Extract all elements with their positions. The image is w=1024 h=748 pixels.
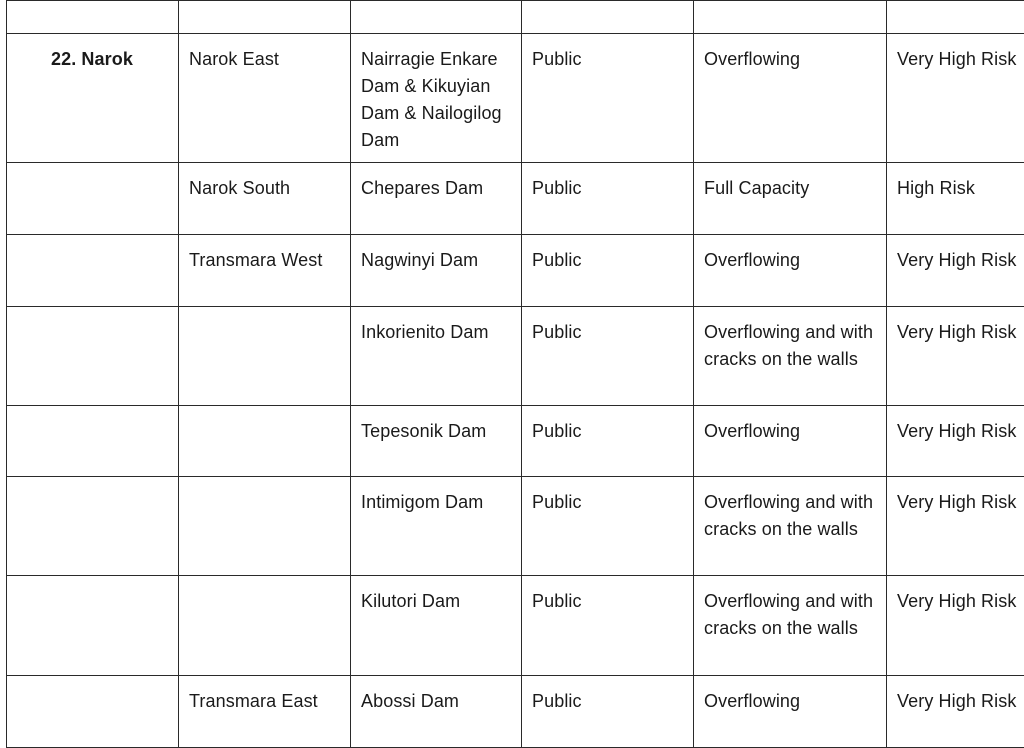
risk-cell: Very High Risk	[887, 406, 1024, 477]
dam-name-cell: Tepesonik Dam	[351, 406, 522, 477]
ownership-cell: Public	[522, 406, 694, 477]
dam-name-cell: Abossi Dam	[351, 676, 522, 748]
risk-cell: Very High Risk	[887, 307, 1024, 406]
dam-name-cell: Intimigom Dam	[351, 477, 522, 576]
ownership-cell: Public	[522, 235, 694, 307]
status-cell: Overflowing	[694, 406, 887, 477]
county-cell	[7, 576, 179, 676]
dam-name-cell: Nairragie Enkare Dam & Kikuyian Dam & Nailogilog Dam	[351, 34, 522, 163]
table-row	[7, 406, 1024, 477]
county-cell	[7, 676, 179, 748]
status-cell: Full Capacity	[694, 163, 887, 235]
status-cell: Overflowing	[694, 676, 887, 748]
county-cell: 22. Narok	[7, 34, 179, 163]
county-cell	[7, 406, 179, 477]
dam-name-cell: Inkorienito Dam	[351, 307, 522, 406]
ownership-cell: Public	[522, 676, 694, 748]
table-row	[7, 477, 1024, 576]
table-row	[7, 163, 1024, 235]
ownership-cell: Public	[522, 307, 694, 406]
table-row	[7, 576, 1024, 676]
status-cell: Overflowing	[694, 235, 887, 307]
table-row-top-edge	[7, 1, 1024, 34]
status-cell: Overflowing and with cracks on the walls	[694, 576, 887, 676]
dam-name-cell: Chepares Dam	[351, 163, 522, 235]
county-cell	[7, 477, 179, 576]
sub-county-cell: Transmara West	[179, 235, 351, 307]
sub-county-cell	[179, 477, 351, 576]
risk-cell: Very High Risk	[887, 235, 1024, 307]
county-cell	[7, 235, 179, 307]
ownership-cell: Public	[522, 477, 694, 576]
sub-county-cell: Narok South	[179, 163, 351, 235]
table-row	[7, 235, 1024, 307]
status-cell: Overflowing and with cracks on the walls	[694, 477, 887, 576]
county-cell	[7, 163, 179, 235]
table-row	[7, 676, 1024, 748]
table-row	[7, 34, 1024, 163]
risk-cell: Very High Risk	[887, 477, 1024, 576]
ownership-cell: Public	[522, 34, 694, 163]
ownership-cell: Public	[522, 576, 694, 676]
dam-name-cell: Kilutori Dam	[351, 576, 522, 676]
risk-cell: Very High Risk	[887, 676, 1024, 748]
risk-cell: Very High Risk	[887, 576, 1024, 676]
sub-county-cell	[179, 307, 351, 406]
table-row	[7, 307, 1024, 406]
status-cell: Overflowing and with cracks on the walls	[694, 307, 887, 406]
sub-county-cell: Transmara East	[179, 676, 351, 748]
sub-county-cell	[179, 576, 351, 676]
sub-county-cell	[179, 406, 351, 477]
dam-name-cell: Nagwinyi Dam	[351, 235, 522, 307]
risk-cell: High Risk	[887, 163, 1024, 235]
county-cell	[7, 307, 179, 406]
sub-county-cell: Narok East	[179, 34, 351, 163]
status-cell: Overflowing	[694, 34, 887, 163]
ownership-cell: Public	[522, 163, 694, 235]
risk-cell: Very High Risk	[887, 34, 1024, 163]
dam-risk-table	[6, 0, 1024, 748]
